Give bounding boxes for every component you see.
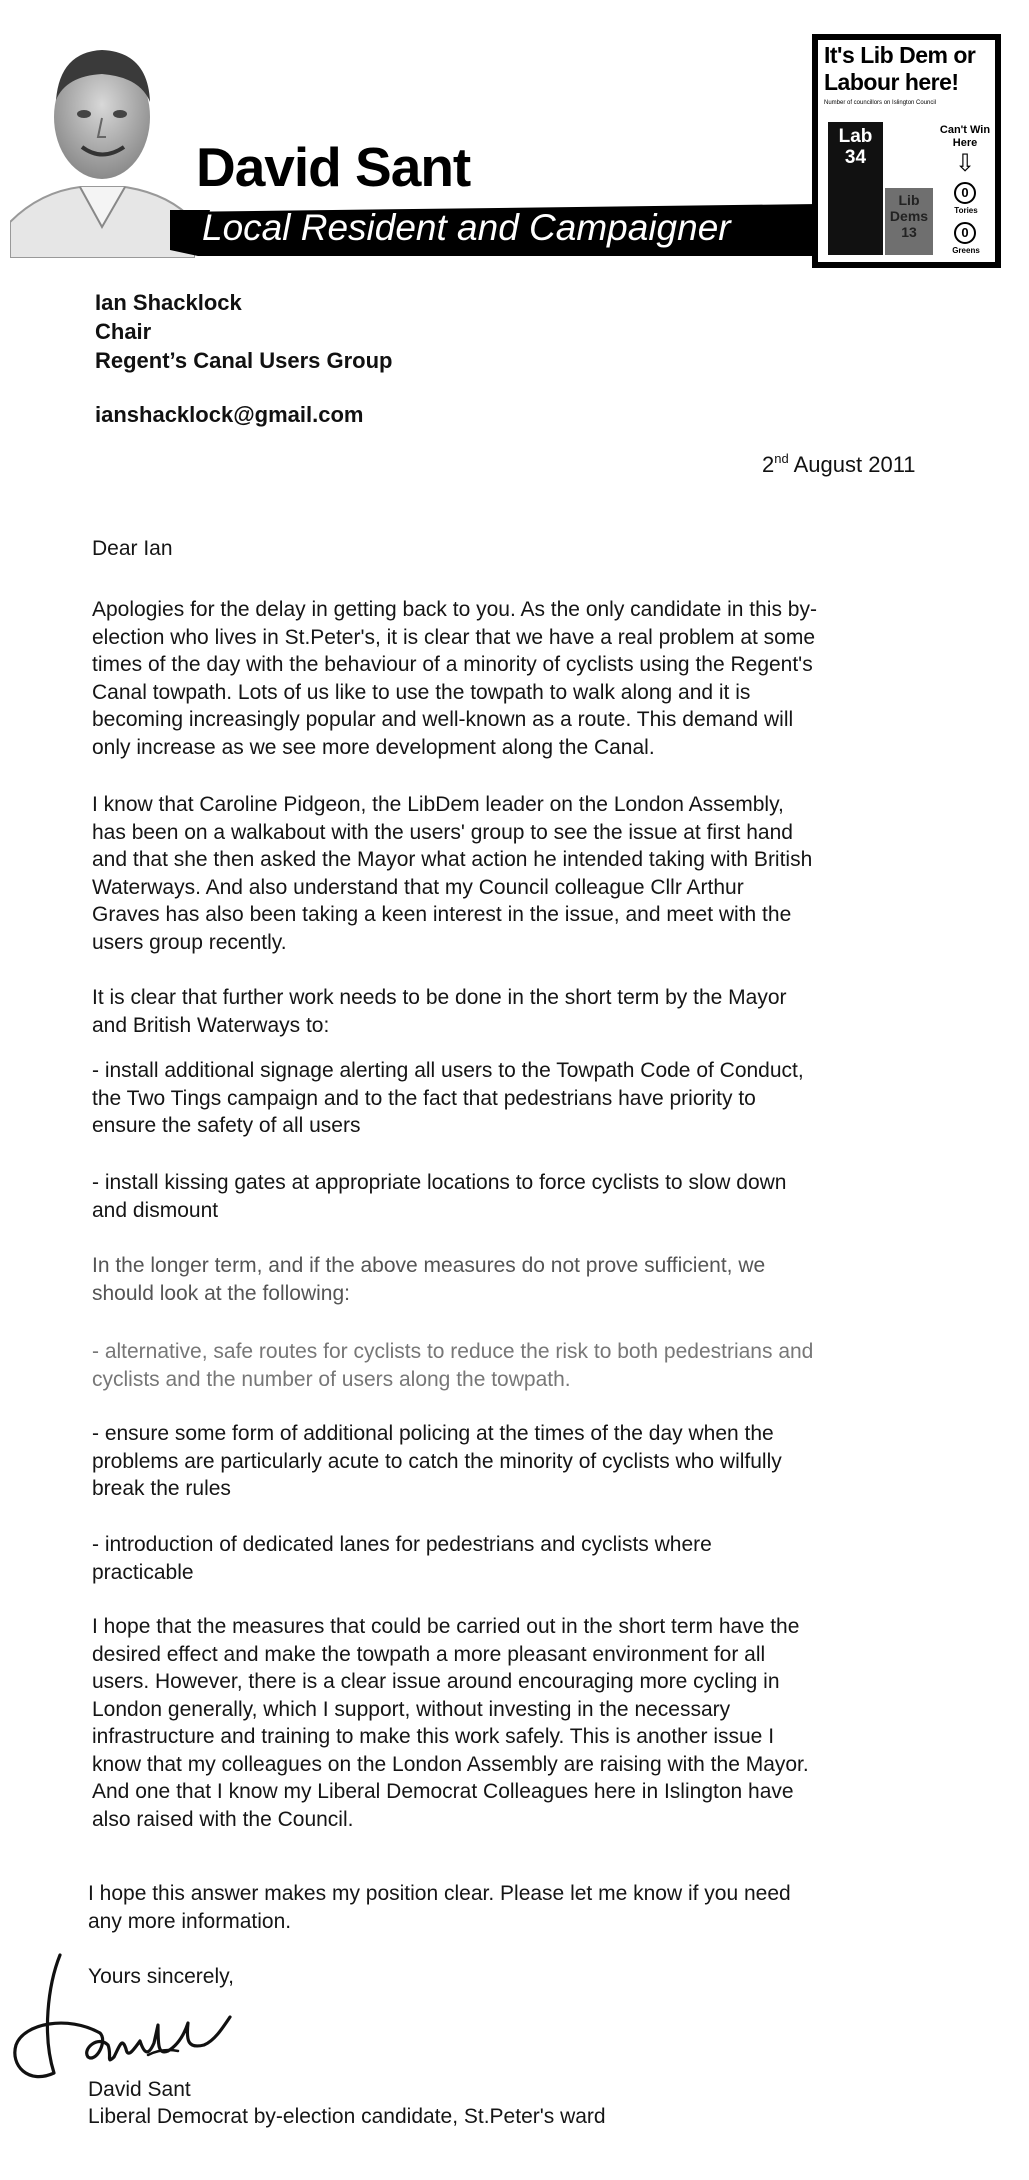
paragraph-5 [92,1613,972,1833]
arrow-down-icon: ⇩ [955,150,976,177]
text-line: London generally, which I support, without investing in the necessary [92,1697,731,1721]
signature [8,1945,258,2095]
text-line: users. However, there is a clear issue around encouraging more cycling in [92,1670,780,1693]
salutation: Dear Ian [92,537,173,560]
tories-label: Tories [954,206,978,215]
paragraph-1 [92,596,972,761]
candidate-photo [10,22,195,258]
subtitle: Local Resident and Campaigner [202,207,731,248]
bullet-5 [92,1531,972,1586]
text-line: has been on a walkabout with the users' group to see the issue at first hand [92,820,793,844]
text-line: desired effect and make the towpath a more pleasant environment for all [92,1642,766,1666]
text-line: ensure the safety of all users [92,1114,361,1137]
bullet-1 [92,1057,972,1140]
text-line: cyclists and the number of users along the towpath. [92,1367,571,1391]
closing: Yours sincerely, [88,1965,234,1988]
text-line: Waterways. And also understand that my Council colleague Cllr Arthur [92,875,744,899]
text-line: only increase as we see more development along the Canal. [92,735,655,759]
recipient-role: Chair [95,319,152,344]
text-line: and dismount [92,1198,219,1222]
text-line: break the rules [92,1477,231,1500]
text-line: times of the day with the behaviour of a minority of cyclists using the Regent's [92,653,813,676]
text-line: should look at the following: [92,1281,350,1305]
letter-date: 2nd August 2011 [762,451,916,477]
paragraph-3 [92,984,972,1039]
candidate-name: David Sant [196,136,471,198]
labour-bar: Lab 34 [828,122,883,255]
text-line: election who lives in St.Peter's, it is clear that we have a real problem at some [92,625,816,649]
signer-name: David Sant [88,2078,191,2101]
text-line: - ensure some form of additional policing at the times of the day when the [92,1422,774,1445]
text-line: users group recently. [92,930,287,954]
text-line: know that my colleagues on the London Assembly are raising with the Mayor. [92,1752,809,1776]
text-line: Apologies for the delay in getting back to you. As the only candidate in this by- [92,598,817,621]
text-line: also raised with the Council. [92,1807,354,1831]
text-line: I hope that the measures that could be carried out in the short term have the [92,1615,800,1638]
text-line: practicable [92,1560,194,1584]
text-line: - introduction of dedicated lanes for pedestrians and cyclists where [92,1533,712,1556]
libdem-bar: Lib Dems 13 [885,188,933,255]
tories-count: 0 [954,182,976,204]
recipient-email: ianshacklock@gmail.com [95,402,364,427]
text-line: - install kissing gates at appropriate locations to force cyclists to slow down [92,1171,787,1194]
text-line: problems are particularly acute to catch the minority of cyclists who wilfully [92,1449,782,1473]
text-line: and that she then asked the Mayor what action he intended taking with British [92,848,813,871]
campaign-small-print: Number of councillors on Islington Council [824,100,937,106]
text-line: becoming increasingly popular and well-known as a route. This demand will [92,708,794,731]
bullet-3 [92,1338,972,1393]
paragraph-4 [92,1252,972,1307]
text-line: - alternative, safe routes for cyclists to reduce the risk to both pedestrians and [92,1340,814,1363]
greens-label: Greens [952,246,980,255]
text-line: any more information. [88,1909,292,1933]
text-line: It is clear that further work needs to be done in the short term by the Mayor [92,986,787,1009]
recipient-address [95,288,392,375]
text-line: - install additional signage alerting all users to the Towpath Code of Conduct, [92,1059,804,1082]
signer-role: Liberal Democrat by-election candidate, St.Peter's ward [88,2105,606,2128]
campaign-box [812,34,1001,268]
recipient-name: Ian Shacklock [95,290,242,315]
text-line: and British Waterways to: [92,1013,330,1037]
recipient-org: Regent’s Canal Users Group [95,348,393,373]
text-line: Canal towpath. Lots of us like to use the towpath to walk along and it is [92,680,751,704]
paragraph-6 [88,1880,968,1935]
greens-count: 0 [954,222,976,244]
bullet-2 [92,1169,972,1224]
campaign-headline: It's Lib Dem or Labour here! [824,42,976,95]
bullet-4 [92,1420,972,1503]
text-line: And one that I know my Liberal Democrat Colleagues here in Islington have [92,1780,794,1803]
text-line: Graves has also been taking a keen interest in the issue, and meet with the [92,903,792,926]
text-line: I know that Caroline Pidgeon, the LibDem leader on the London Assembly, [92,793,784,816]
text-line: infrastructure and training to make this work safely. This is another issue I [92,1725,775,1748]
paragraph-2 [92,791,972,956]
text-line: In the longer term, and if the above measures do not prove sufficient, we [92,1254,766,1277]
cant-win-label: Can't Win Here [939,124,991,149]
text-line: I hope this answer makes my position clear. Please let me know if you need [88,1882,791,1905]
subtitle-banner [170,200,818,260]
text-line: the Two Tings campaign and to the fact that pedestrians have priority to [92,1086,756,1110]
